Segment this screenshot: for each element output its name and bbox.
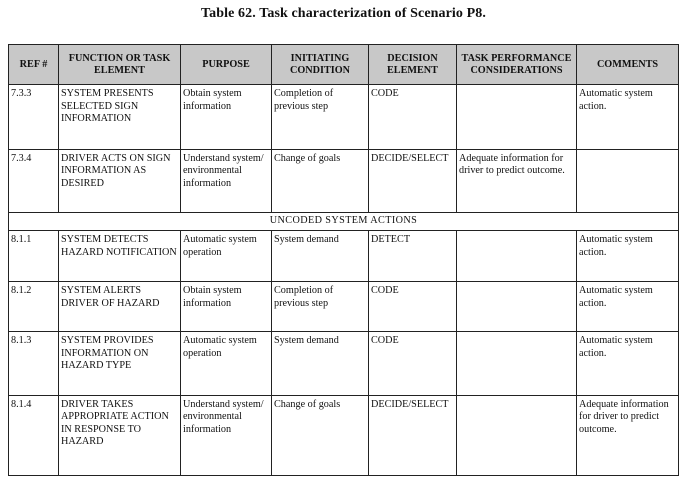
- cell-purpose: Obtain system information: [181, 85, 272, 150]
- cell-ref: 7.3.3: [9, 85, 59, 150]
- cell-decision: CODE: [369, 282, 457, 332]
- section-row: [9, 213, 679, 231]
- cell-decision: CODE: [369, 85, 457, 150]
- cell-function: DRIVER ACTS ON SIGN INFORMATION AS DESIRED: [59, 149, 181, 213]
- cell-purpose: Automatic system operation: [181, 332, 272, 396]
- header-ref: REF #: [9, 45, 59, 85]
- header-comments: COMMENTS: [577, 45, 679, 85]
- cell-performance: [457, 85, 577, 150]
- header-initiating: INITIATING CONDITION: [272, 45, 369, 85]
- cell-decision: DECIDE/SELECT: [369, 149, 457, 213]
- cell-comments: Automatic system action.: [577, 282, 679, 332]
- cell-decision: DECIDE/SELECT: [369, 395, 457, 475]
- cell-purpose: Automatic system operation: [181, 230, 272, 281]
- cell-initiating: Completion of previous step: [272, 85, 369, 150]
- cell-initiating: Change of goals: [272, 395, 369, 475]
- cell-ref: 7.3.4: [9, 149, 59, 213]
- table-title: Table 62. Task characterization of Scenario P8.: [201, 6, 486, 21]
- cell-performance: [457, 282, 577, 332]
- table-row: [9, 332, 679, 396]
- cell-comments: Automatic system action.: [577, 332, 679, 396]
- table-row: [9, 149, 679, 213]
- header-row: [9, 45, 679, 85]
- cell-function: SYSTEM PRESENTS SELECTED SIGN INFORMATION: [59, 85, 181, 150]
- header-decision: DECISION ELEMENT: [369, 45, 457, 85]
- cell-initiating: Completion of previous step: [272, 282, 369, 332]
- cell-function: SYSTEM ALERTS DRIVER OF HAZARD: [59, 282, 181, 332]
- cell-function: SYSTEM PROVIDES INFORMATION ON HAZARD TYPE: [59, 332, 181, 396]
- cell-decision: DETECT: [369, 230, 457, 281]
- cell-purpose: Understand system/ environmental information: [181, 395, 272, 475]
- header-performance: TASK PERFORMANCE CONSIDERATIONS: [457, 45, 577, 85]
- cell-ref: 8.1.1: [9, 230, 59, 281]
- cell-comments: Automatic system action.: [577, 230, 679, 281]
- cell-comments: [577, 149, 679, 213]
- cell-performance: [457, 332, 577, 396]
- table-row: [9, 85, 679, 150]
- cell-performance: Adequate information for driver to predict outcome.: [457, 149, 577, 213]
- cell-ref: 8.1.2: [9, 282, 59, 332]
- header-purpose: PURPOSE: [181, 45, 272, 85]
- section-label: UNCODED SYSTEM ACTIONS: [9, 213, 679, 231]
- cell-initiating: System demand: [272, 332, 369, 396]
- table-row: [9, 395, 679, 475]
- cell-performance: [457, 395, 577, 475]
- cell-initiating: Change of goals: [272, 149, 369, 213]
- cell-initiating: System demand: [272, 230, 369, 281]
- task-characterization-table: [8, 44, 679, 476]
- cell-ref: 8.1.4: [9, 395, 59, 475]
- header-function: FUNCTION OR TASK ELEMENT: [59, 45, 181, 85]
- cell-decision: CODE: [369, 332, 457, 396]
- cell-function: DRIVER TAKES APPROPRIATE ACTION IN RESPONSE TO HAZARD: [59, 395, 181, 475]
- table-row: [9, 282, 679, 332]
- table-row: [9, 230, 679, 281]
- cell-ref: 8.1.3: [9, 332, 59, 396]
- cell-comments: Adequate information for driver to predict outcome.: [577, 395, 679, 475]
- cell-purpose: Understand system/ environmental information: [181, 149, 272, 213]
- cell-comments: Automatic system action.: [577, 85, 679, 150]
- cell-performance: [457, 230, 577, 281]
- cell-purpose: Obtain system information: [181, 282, 272, 332]
- cell-function: SYSTEM DETECTS HAZARD NOTIFICATION: [59, 230, 181, 281]
